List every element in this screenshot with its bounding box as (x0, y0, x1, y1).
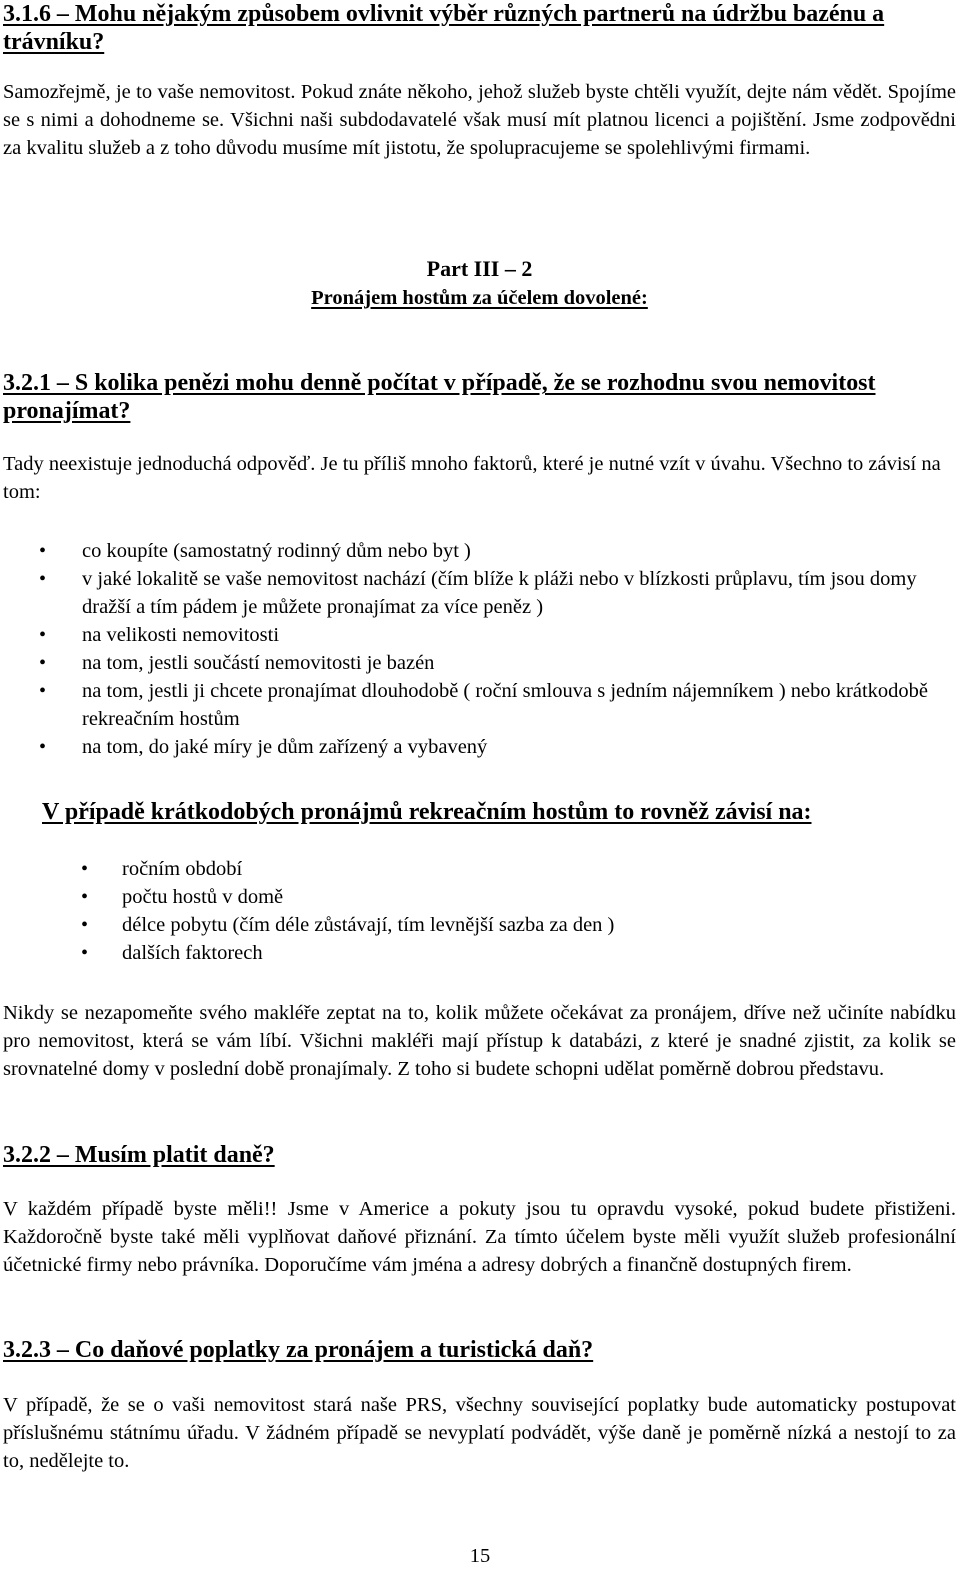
list-item: • ročním období (3, 855, 956, 883)
bullet-icon: • (39, 652, 47, 674)
section-3-2-2-heading: 3.2.2 – Musím platit daně? (3, 1142, 275, 1168)
section-3-2-3-heading: 3.2.3 – Co daňové poplatky za pronájem a turistická daň? (3, 1337, 594, 1363)
page-number: 15 (469, 1545, 491, 1567)
bullet-icon: • (39, 680, 47, 702)
bullet-icon: • (39, 736, 47, 758)
list-item: • délce pobytu (čím déle zůstávají, tím levnější sazba za den ) (3, 911, 956, 939)
part-title: Part III – 2 (426, 256, 533, 281)
bullet-icon: • (81, 942, 89, 964)
section-3-2-2-paragraph: V každém případě byste měli!! Jsme v Americe a pokuty jsou tu opravdu vysoké, pokud budete přistiženi. Každoročně byste také měli vyplňovat daňové přiznání. Za tímto účelem byste měli využít služeb profesionální účetnické firmy nebo právníka. Doporučíme vám jména a adresy dobrých a finančně dostupných firem. (3, 1198, 956, 1276)
list-item: • na velikosti nemovitosti (3, 621, 956, 649)
list-item: • počtu hostů v domě (3, 883, 956, 911)
list-item: • na tom, jestli součástí nemovitosti je bazén (3, 649, 956, 677)
section-3-1-6-heading: 3.1.6 – Mohu nějakým způsobem ovlivnit výběr různých partnerů na údržbu bazénu a trávníku? (3, 1, 885, 55)
list-item: • dalších faktorech (3, 939, 956, 967)
list-item: • na tom, jestli ji chcete pronajímat dlouhodobě ( roční smlouva s jedním nájemníkem ) nebo krátkodobě rekreačním hostům (3, 677, 956, 733)
list-item: • co koupíte (samostatný rodinný dům nebo byt ) (3, 537, 956, 565)
part-subtitle: Pronájem hostům za účelem dovolené: (311, 287, 648, 309)
section-3-2-1-closing: Nikdy se nezapomeňte svého makléře zeptat na to, kolik můžete očekávat za pronájem, dříve než učiníte nabídku pro nemovitost, která se vám líbí. Všichni makléři mají přístup k databázi, z které je snadné zjistit, za kolik se srovnatelné domy v poslední době pronajímaly. Z toho si budete schopni udělat poměrně dobrou představu. (3, 1002, 956, 1080)
section-3-2-3-paragraph: V případě, že se o vaši nemovitost stará naše PRS, všechny související poplatky bude automaticky postupovat příslušnému státnímu úřadu. V žádném případě se nevyplatí podvádět, výše daně je poměrně nízká a nestojí to za to, nedělejte to. (3, 1394, 956, 1472)
section-3-2-1-intro: Tady neexistuje jednoduchá odpověď. Je tu příliš mnoho faktorů, které je nutné vzít v úvahu. Všechno to závisí na tom: (3, 453, 941, 503)
factors-list (3, 537, 956, 761)
bullet-icon: • (39, 540, 47, 562)
short-term-factors-list (3, 855, 956, 967)
section-3-1-6-paragraph: Samozřejmě, je to vaše nemovitost. Pokud znáte někoho, jehož služeb byste chtěli využít, dejte nám vědět. Spojíme se s nimi a dohodneme se. Všichni naši subdodavatelé však musí mít platnou licenci a pojištění. Jsme zodpovědni za kvalitu služeb a z toho důvodu musíme mít jistotu, že spolupracujeme se spolehlivými firmami. (3, 81, 956, 159)
section-3-2-1-heading: 3.2.1 – S kolika penězi mohu denně počítat v případě, že se rozhodnu svou nemovitost pronajímat? (3, 370, 876, 424)
bullet-icon: • (39, 568, 47, 590)
bullet-icon: • (81, 914, 89, 936)
bullet-icon: • (81, 886, 89, 908)
bullet-icon: • (81, 858, 89, 880)
short-term-subheading: V případě krátkodobých pronájmů rekreačním hostům to rovněž závisí na: (42, 799, 812, 825)
document-page (3, 0, 956, 1571)
part-header (3, 254, 956, 312)
bullet-icon: • (39, 624, 47, 646)
list-item: • na tom, do jaké míry je dům zařízený a vybavený (3, 733, 956, 761)
list-item: • v jaké lokalitě se vaše nemovitost nachází (čím blíže k pláži nebo v blízkosti průplavu, tím jsou domy dražší a tím pádem je můžete pronajímat za více peněz ) (3, 565, 956, 621)
